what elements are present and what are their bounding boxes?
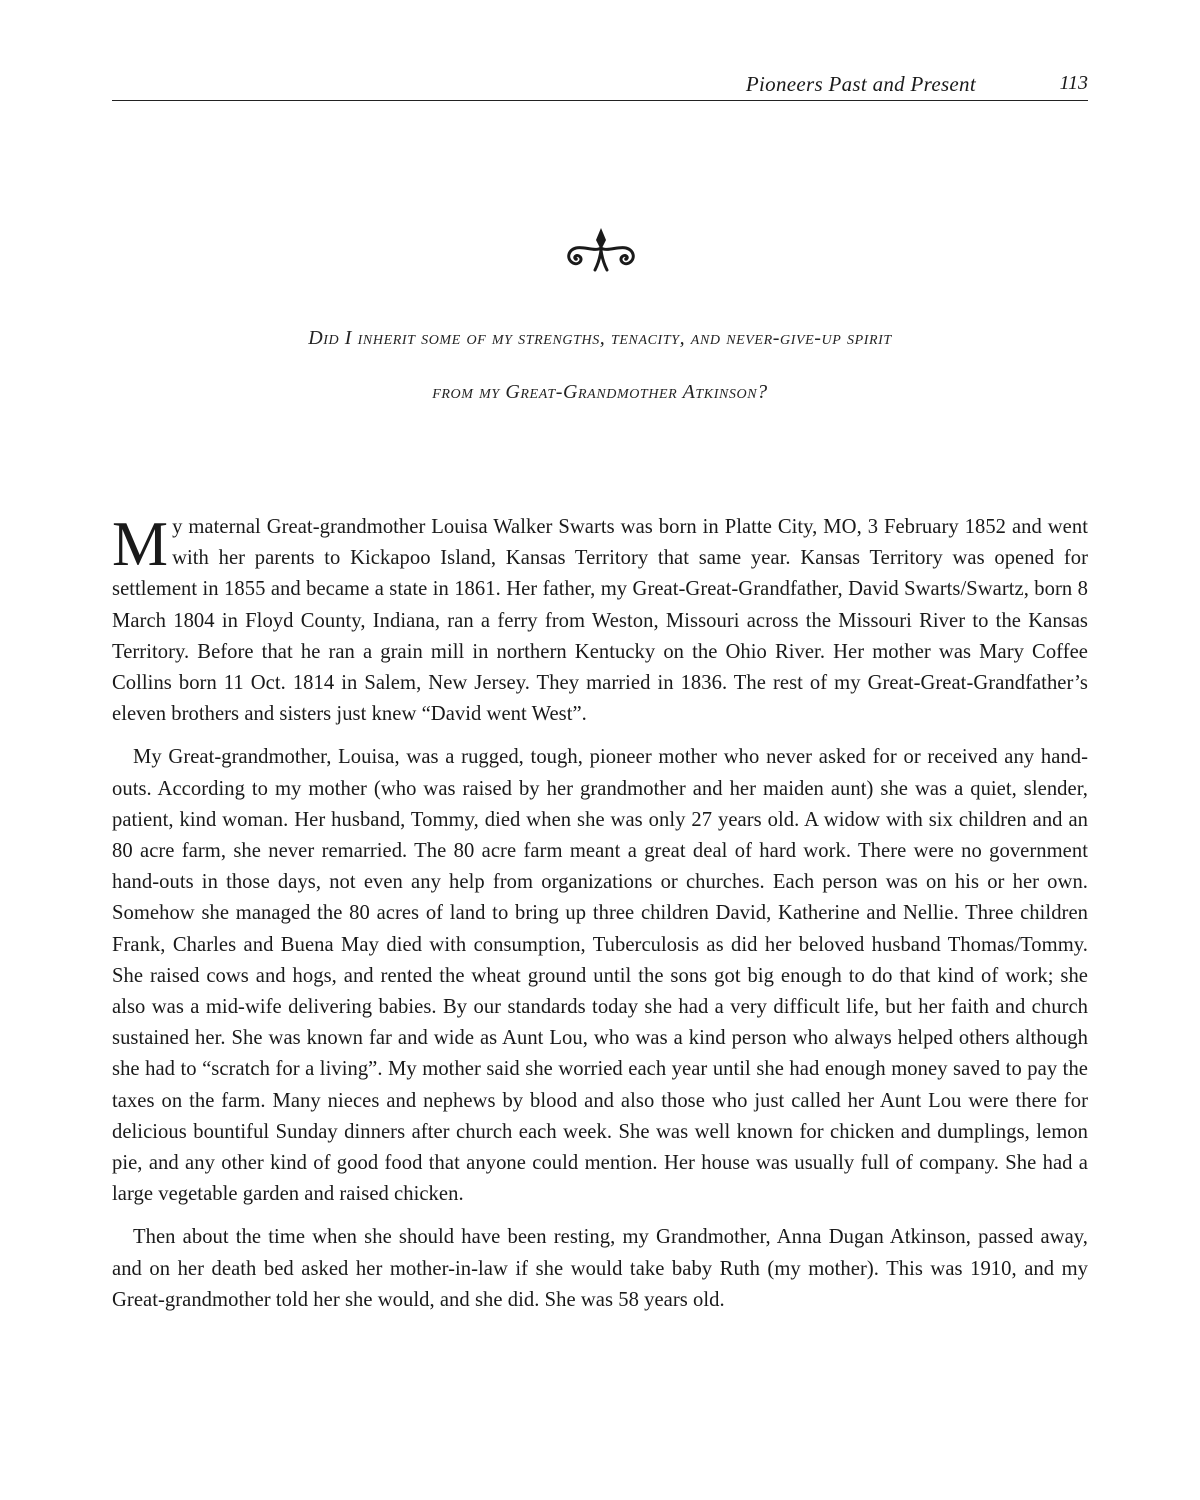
fleuron-scroll-icon bbox=[562, 226, 640, 276]
epigraph-line-1: Did I inherit some of my strengths, tenacity, and never-give-up spirit bbox=[308, 327, 892, 349]
paragraph-3: Then about the time when she should have been resting, my Grandmother, Anna Dugan Atkinson, passed away, and on her death bed asked her mother-in-law if she would take baby Ruth (my mother). This was 1910, and my Great-grandmother told her she would, and she did. She was 58 years old. bbox=[112, 1226, 1088, 1311]
paragraph-2: My Great-grandmother, Louisa, was a rugged, tough, pioneer mother who never asked for or received any hand-outs. According to my mother (who was raised by her grandmother and her maiden aunt) she was a quiet, slender, patient, kind woman. Her husband, Tommy, died when she was only 27 years old. A widow with six children and an 80 acre farm, she never remarried. The 80 acre farm meant a great deal of hard work. There were no government hand-outs in those days, not even any help from organizations or churches. Each person was on his or her own. Somehow she managed the 80 acres of land to bring up three children David, Katherine and Nellie. Three children Frank, Charles and Buena May died with consumption, Tuberculosis as did her beloved husband Thomas/Tommy. She raised cows and hogs, and rented the wheat ground until the sons got big enough to do that kind of work; she also was a mid-wife delivering babies. By our standards today she had a very difficult life, but her faith and church sustained her. She was known far and wide as Aunt Lou, who was a kind person who always helped others although she had to “scratch for a living”. My mother said she worried each year until she had enough money saved to pay the taxes on the farm. Many nieces and nephews by blood and also those who just called her Aunt Lou were there for delicious bountiful Sunday dinners after church each week. She was well known for chicken and dumplings, lemon pie, and any other kind of good food that anyone could mention. Her house was usually full of company. She had a large vegetable garden and raised chicken. bbox=[112, 746, 1088, 1206]
chapter-body bbox=[112, 509, 1088, 1328]
paragraph-1 bbox=[112, 509, 1088, 730]
running-title: Pioneers Past and Present bbox=[745, 72, 976, 96]
drop-cap: M bbox=[112, 509, 169, 579]
paragraph-1-text: y maternal Great-grandmother Louisa Walker Swarts was born in Platte City, MO, 3 February 1852 and went with her parents to Kickapoo Island, Kansas Territory that same year. Kansas Territory was opened for settlement in 1855 and became a state in 1861. Her father, my Great-Great-Grandfather, David Swarts/Swartz, born 8 March 1804 in Floyd County, Indiana, ran a ferry from Weston, Missouri across the Missouri River to the Kansas Territory. Before that he ran a grain mill in northern Kentucky on the Ohio River. Her mother was Mary Coffee Collins born 11 Oct. 1814 in Salem, New Jersey. They married in 1836. The rest of my Great-Great-Grandfather’s eleven brothers and sisters just knew “David went West”. bbox=[112, 516, 1088, 726]
running-header bbox=[112, 70, 1088, 101]
page-number: 113 bbox=[1059, 72, 1088, 94]
epigraph-line-2: from my Great-Grandmother Atkinson? bbox=[432, 381, 768, 403]
